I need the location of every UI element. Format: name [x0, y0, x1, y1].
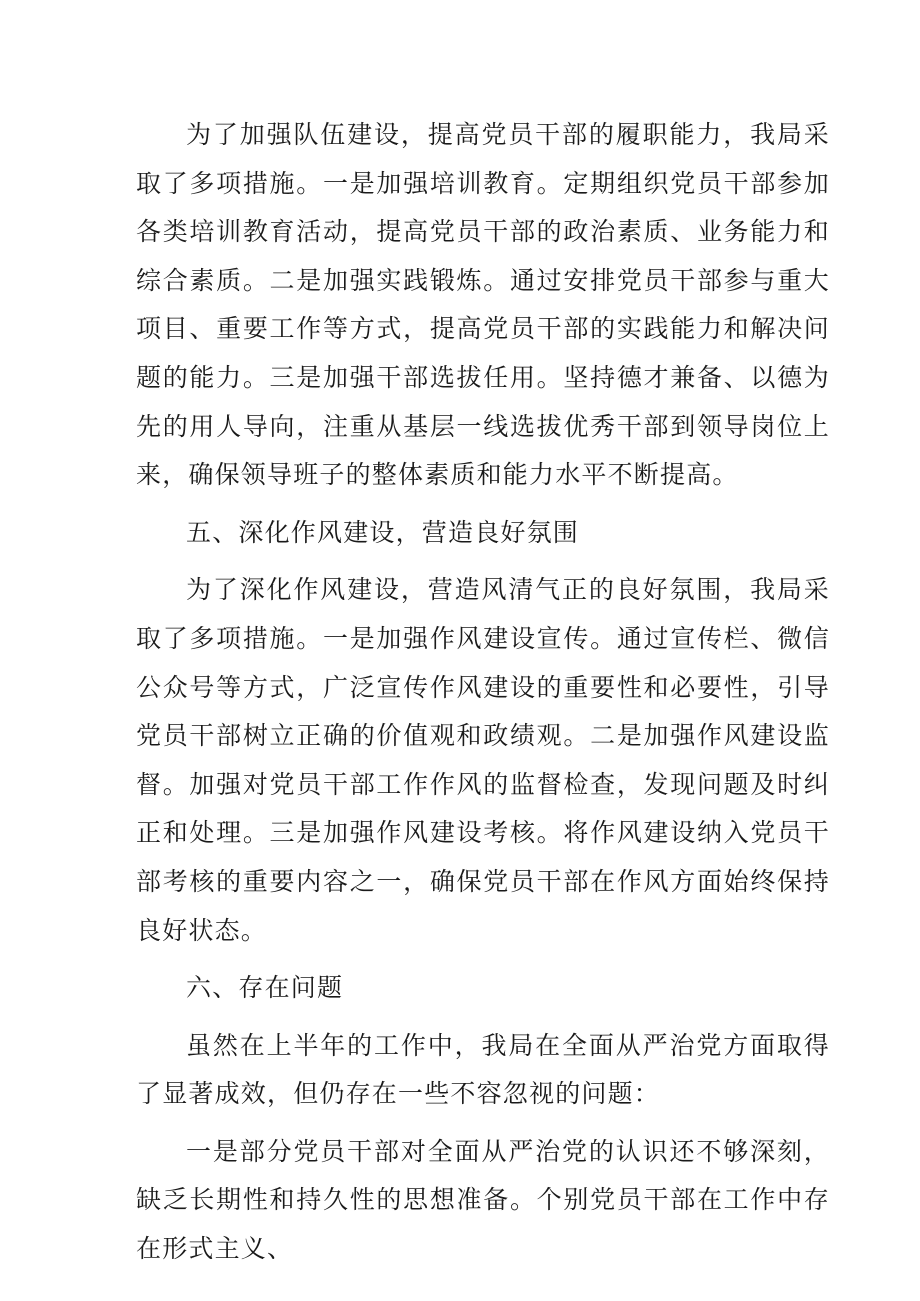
section-heading-5: 五、深化作风建设，营造良好氛围 — [186, 517, 580, 547]
paragraph-problem-1: 一是部分党员干部对全面从严治党的认识还不够深刻，缺乏长期性和持久性的思想准备。个别党员干部在工作中存在形式主义、 — [136, 1136, 830, 1264]
paragraph-work-style: 为了深化作风建设，营造风清气正的良好氛围，我局采取了多项措施。一是加强作风建设宣传。通过宣传栏、微信公众号等方式，广泛宣传作风建设的重要性和必要性，引导党员干部树立正确的价值观和政绩观。二是加强作风建设监督。加强对党员干部工作作风的监督检查，发现问题及时纠正和处理。三是加强作风建设考核。将作风建设纳入党员干部考核的重要内容之一，确保党员干部在作风方面始终保持良好状态。 — [136, 575, 830, 945]
section-heading-6: 六、存在问题 — [186, 973, 344, 1003]
paragraph-team-building: 为了加强队伍建设，提高党员干部的履职能力，我局采取了多项措施。一是加强培训教育。定期组织党员干部参加各类培训教育活动，提高党员干部的政治素质、业务能力和综合素质。二是加强实践锻炼。通过安排党员干部参与重大项目、重要工作等方式，提高党员干部的实践能力和解决问题的能力。三是加强干部选拔任用。坚持德才兼备、以德为先的用人导向，注重从基层一线选拔优秀干部到领导岗位上来，确保领导班子的整体素质和能力水平不断提高。 — [136, 120, 830, 490]
paragraph-problems-intro: 虽然在上半年的工作中，我局在全面从严治党方面取得了显著成效，但仍存在一些不容忽视的问题： — [136, 1030, 830, 1109]
